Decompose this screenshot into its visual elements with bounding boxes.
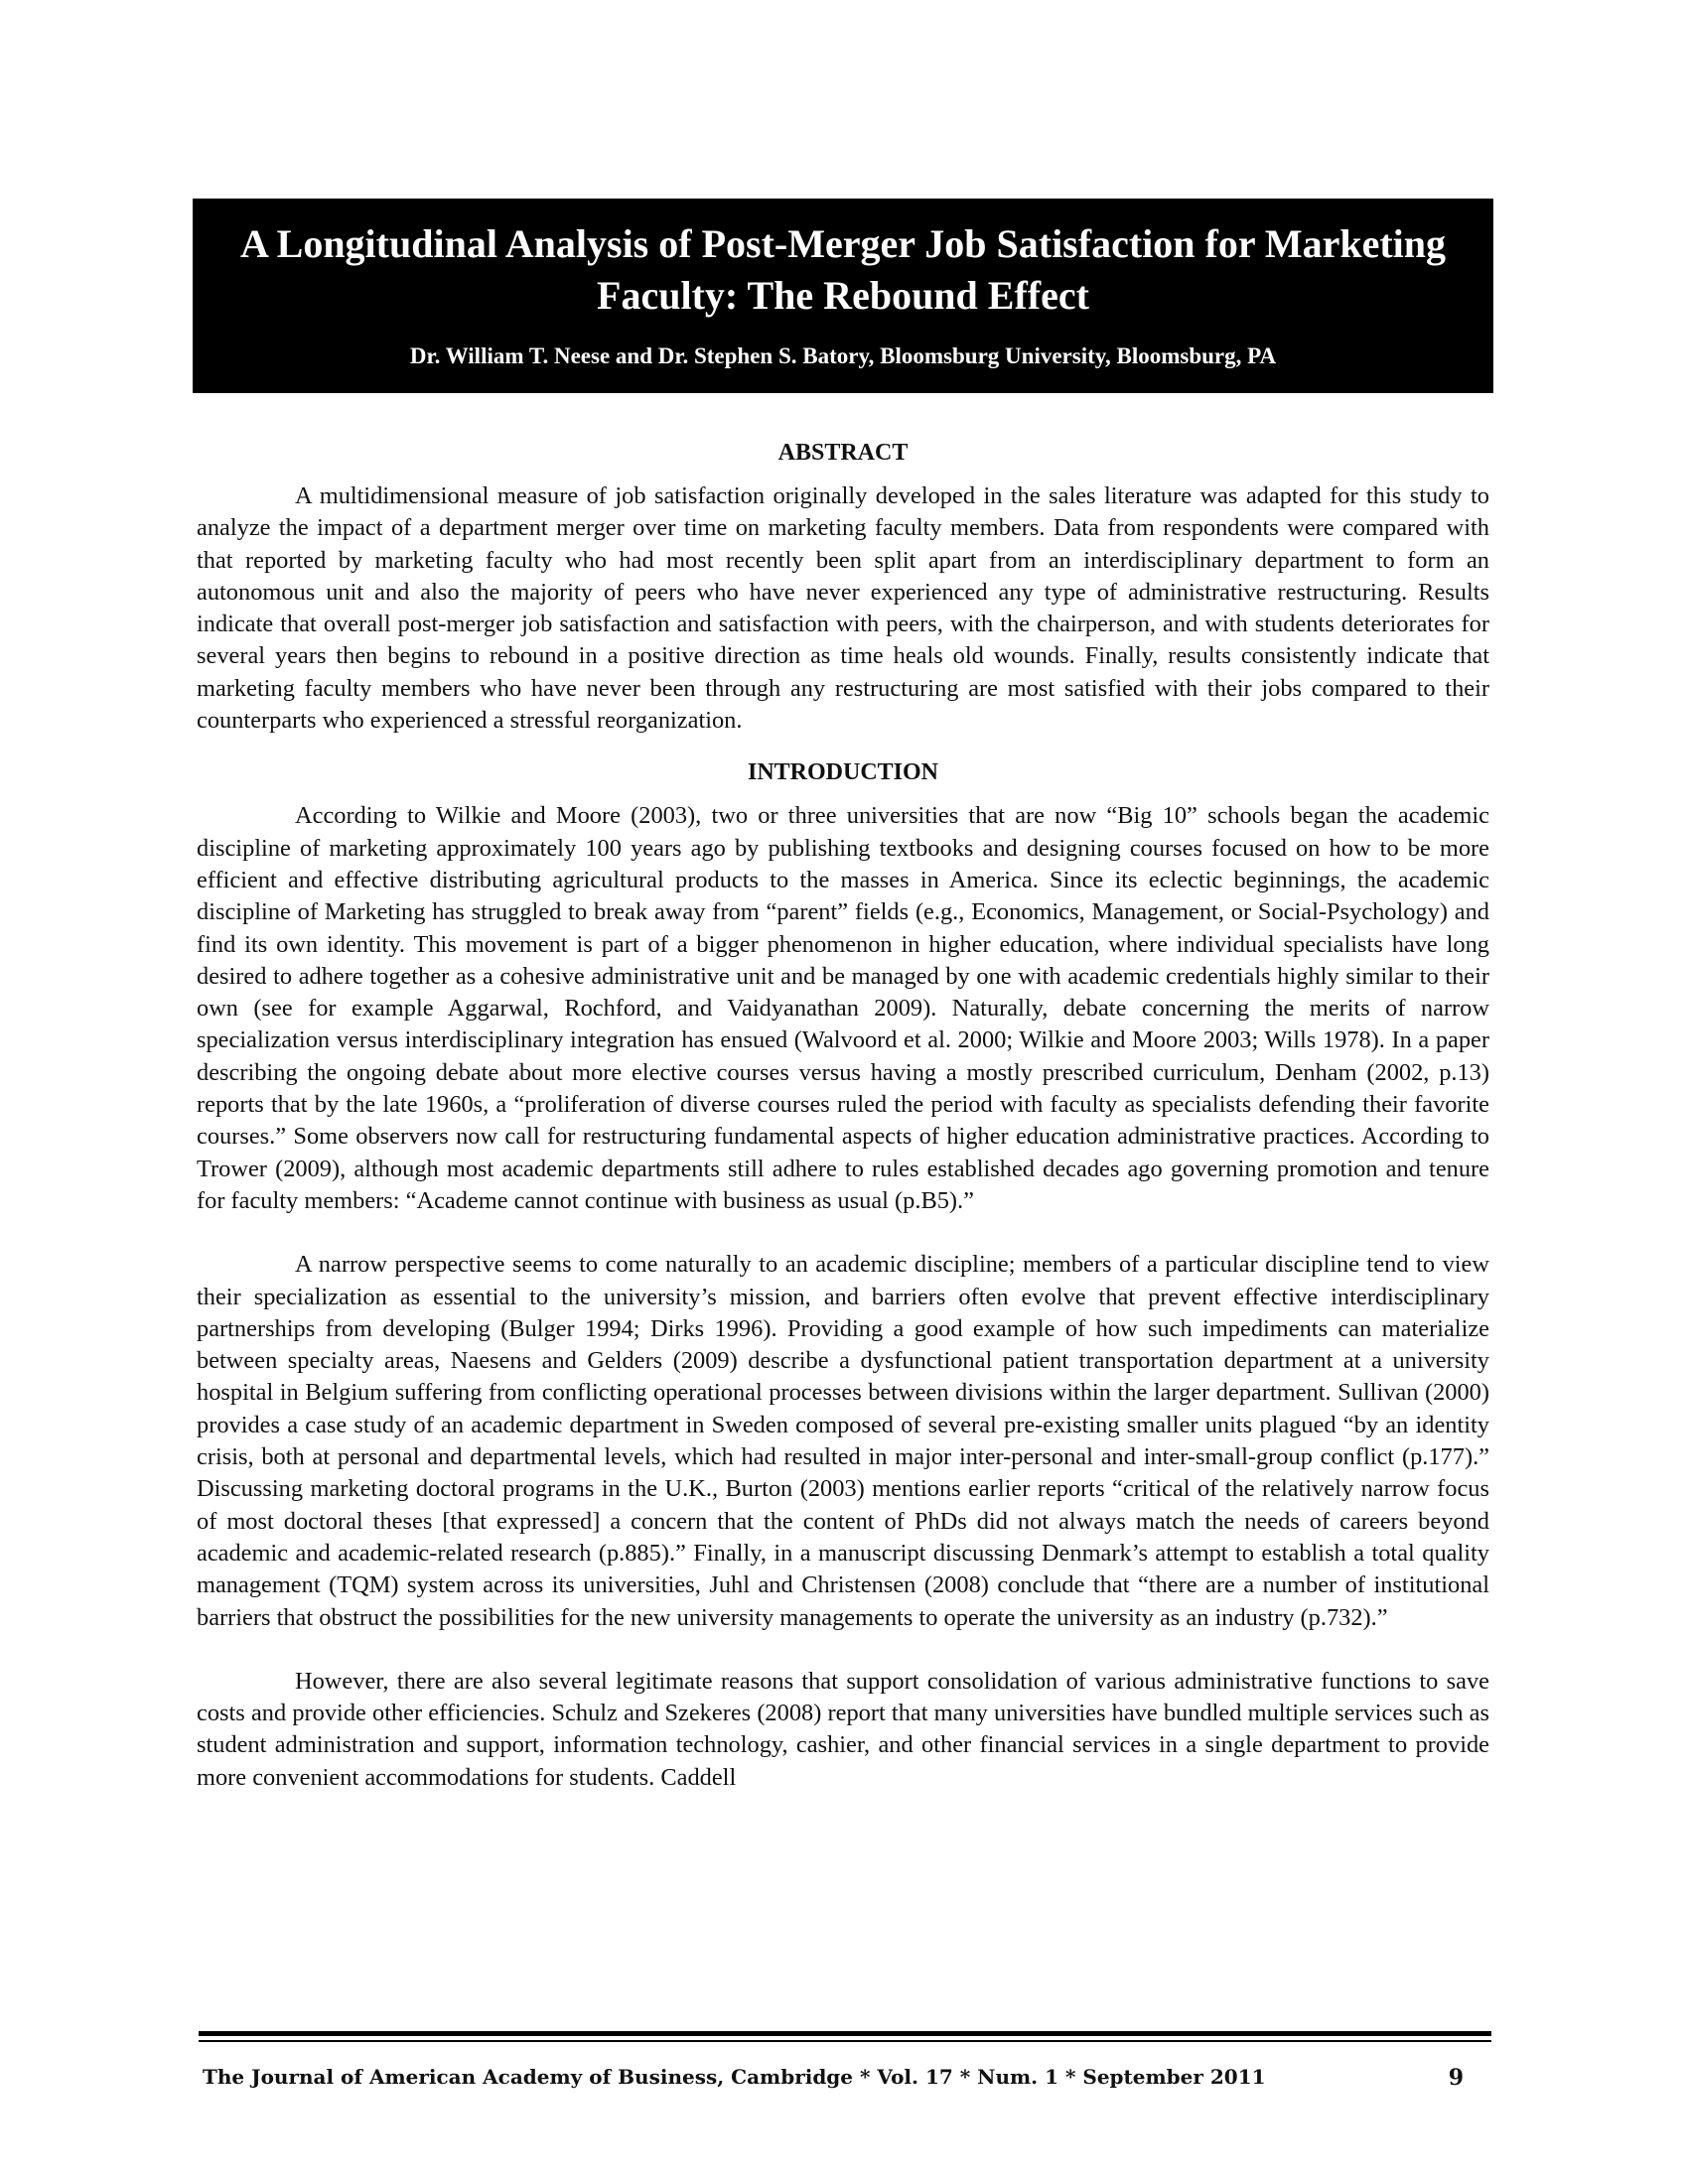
intro-paragraph-1: According to Wilkie and Moore (2003), two or three universities that are now “Big 10” schools began the academic discipline of marketing approximately 100 years ago by publishing textbooks and designing courses focused on how to be more efficient and effective distributing agricultural products to the masses in America. Since its eclectic beginnings, the academic discipline of Marketing has struggled to break away from “parent” fields (e.g., Economics, Management, or Social-Psychology) and find its own identity. This movement is part of a bigger phenomenon in higher education, where individual specialists have long desired to adhere together as a cohesive administrative unit and be managed by one with academic credentials highly similar to their own (see for example Aggarwal, Rochford, and Vaidyanathan 2009). Naturally, debate concerning the merits of narrow specialization versus interdisciplinary integration has ensued (Walvoord et al. 2000; Wilkie and Moore 2003; Wills 1978). In a paper describing the ongoing debate about more elective courses versus having a mostly prescribed curriculum, Denham (2002, p.13) reports that by the late 1960s, a “proliferation of diverse courses ruled the period with faculty as specialists defending their favorite courses.” Some observers now call for restructuring fundamental aspects of higher education administrative practices. According to Trower (2009), although most academic departments still adhere to rules established decades ago governing promotion and tenure for faculty members: “Academe cannot continue with business as usual (p.B5).” [197, 802, 1489, 1214]
paper-title: A Longitudinal Analysis of Post-Merger Job Satisfaction for Marketing Faculty: The Rebound Effect [239, 221, 1447, 318]
footer-rule-thick [199, 2031, 1491, 2036]
page-number: 9 [1448, 2065, 1464, 2091]
abstract-heading: ABSTRACT [777, 440, 909, 466]
journal-citation: The Journal of American Academy of Business, Cambridge * Vol. 17 * Num. 1 * September 2011 [203, 2065, 1266, 2089]
abstract-text: A multidimensional measure of job satisfaction originally developed in the sales literature was adapted for this study to analyze the impact of a department merger over time on marketing faculty members. Data from respondents were compared with that reported by marketing faculty who had most recently been split apart from an interdisciplinary department to form an autonomous unit and also the majority of peers who have never experienced any type of administrative restructuring. Results indicate that overall post-merger job satisfaction and satisfaction with peers, with the chairperson, and with students deteriorates for several years then begins to rebound in a positive direction as time heals old wounds. Finally, results consistently indicate that marketing faculty members who have never been through any restructuring are most satisfied with their jobs compared to their counterparts who experienced a stressful reorganization. [197, 482, 1489, 735]
paper-authors: Dr. William T. Neese and Dr. Stephen S. Batory, Bloomsburg University, Bloomsburg, PA [409, 343, 1277, 368]
footer-rule-thin [199, 2040, 1491, 2042]
intro-paragraph-3: However, there are also several legitimate reasons that support consolidation of various administrative functions to save costs and provide other efficiencies. Schulz and Szekeres (2008) report that many universities have bundled multiple services such as student administration and support, information technology, cashier, and other financial services in a single department to provide more convenient accommodations for students. Caddell [197, 1667, 1489, 1791]
intro-paragraph-2: A narrow perspective seems to come naturally to an academic discipline; members of a particular discipline tend to view their specialization as essential to the university’s mission, and barriers often evolve that prevent effective interdisciplinary partnerships from developing (Bulger 1994; Dirks 1996). Providing a good example of how such impediments can materialize between specialty areas, Naesens and Gelders (2009) describe a dysfunctional patient transportation department at a university hospital in Belgium suffering from conflicting operational processes between divisions within the larger department. Sullivan (2000) provides a case study of an academic department in Sweden composed of several pre-existing smaller units plagued “by an identity crisis, both at personal and departmental levels, which had resulted in major inter-personal and inter-small-group conflict (p.177).” Discussing marketing doctoral programs in the U.K., Burton (2003) mentions earlier reports “critical of the relatively narrow focus of most doctoral theses [that expressed] a concern that the content of PhDs did not always match the needs of careers beyond academic and academic-related research (p.885).” Finally, in a manuscript discussing Denmark’s attempt to establish a total quality management (TQM) system across its universities, Juhl and Christensen (2008) conclude that “there are a number of institutional barriers that obstruct the possibilities for the new university managements to operate the university as an industry (p.732).” [197, 1251, 1489, 1631]
introduction-heading: INTRODUCTION [747, 759, 939, 786]
title-banner [193, 199, 1493, 393]
paper-body [197, 437, 1489, 1794]
